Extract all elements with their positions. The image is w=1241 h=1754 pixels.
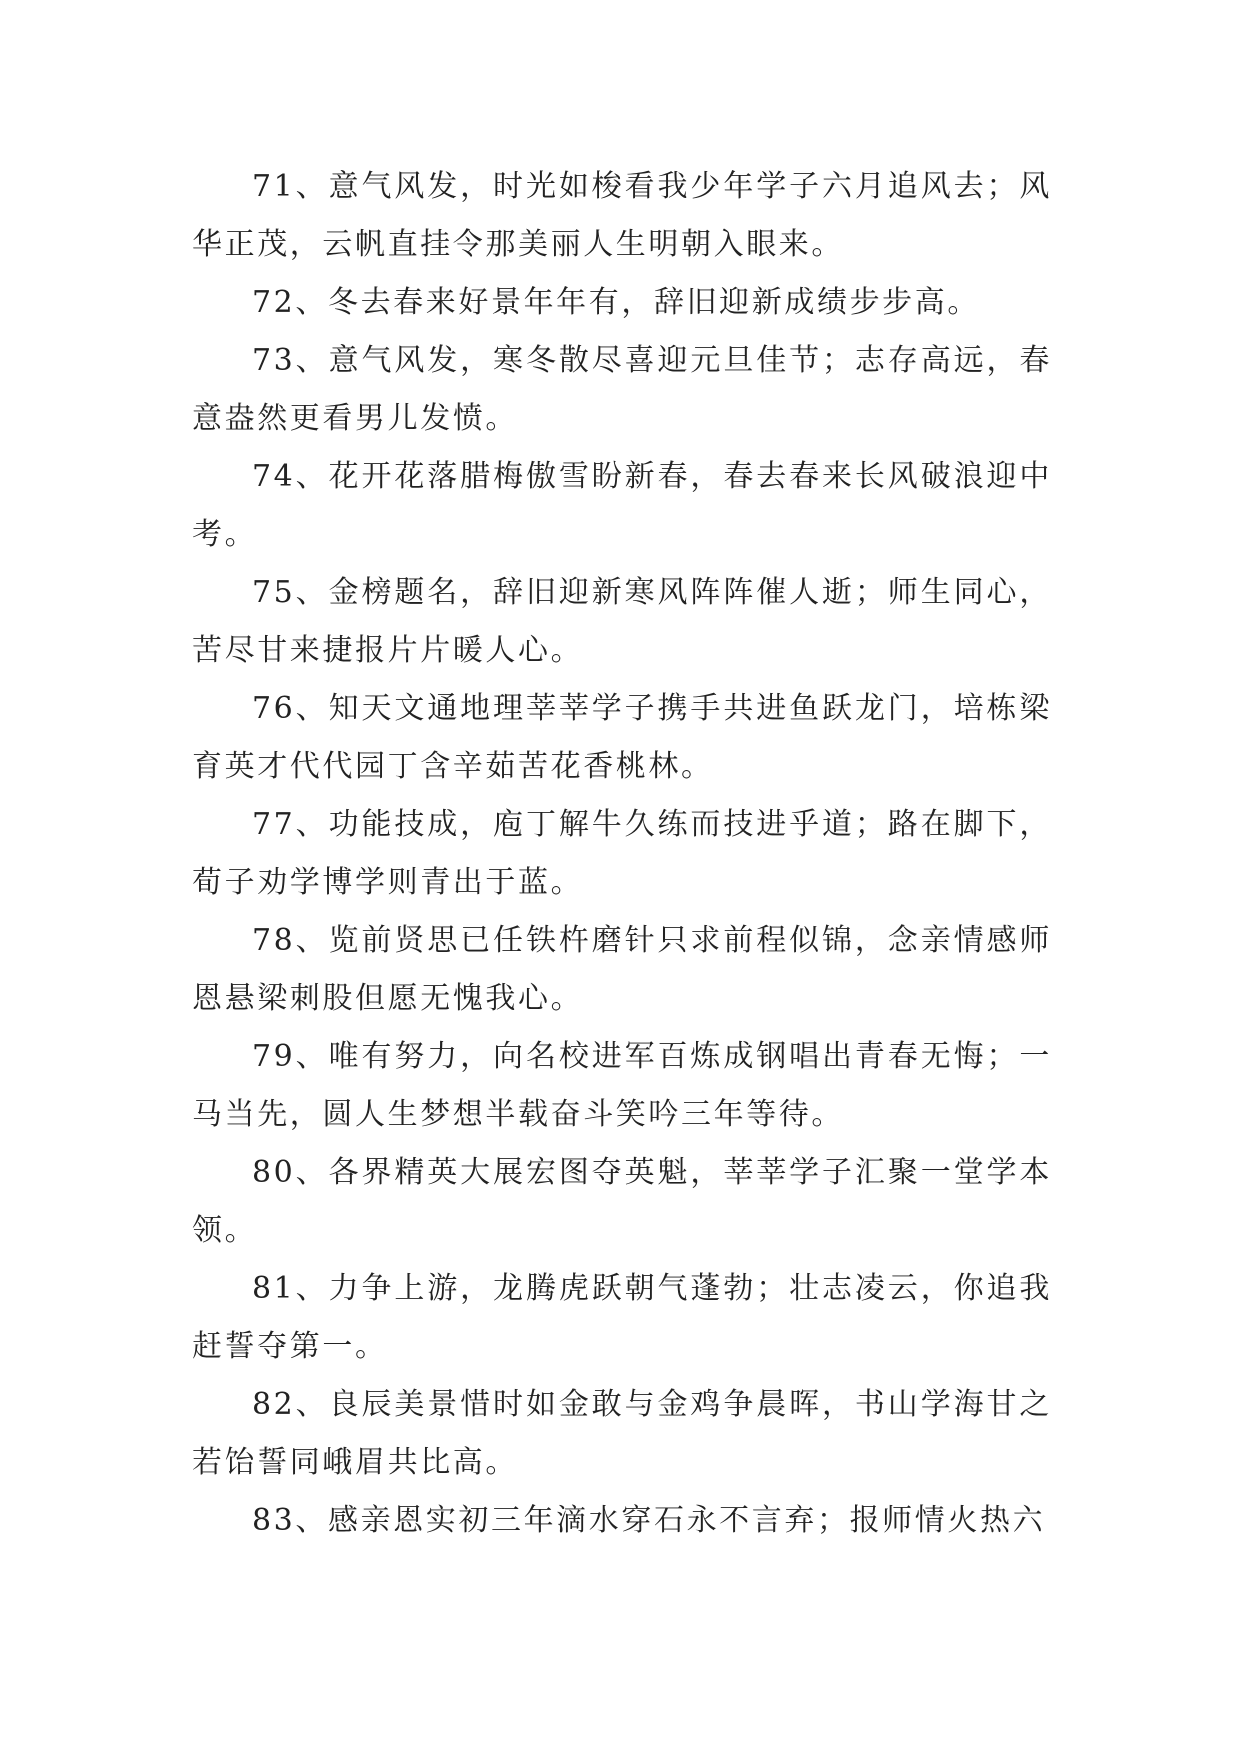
- paragraph-71: 71、意气风发，时光如梭看我少年学子六月追风去；风华正茂，云帆直挂令那美丽人生明朝入眼来。: [192, 169, 1052, 262]
- paragraph-82: 82、良辰美景惜时如金敢与金鸡争晨晖，书山学海甘之若饴誓同峨眉共比高。: [192, 1387, 1052, 1480]
- paragraph-76: 76、知天文通地理莘莘学子携手共进鱼跃龙门，培栋梁育英才代代园丁含辛茹苦花香桃林。: [192, 691, 1052, 784]
- paragraph-81: 81、力争上游，龙腾虎跃朝气蓬勃；壮志凌云，你追我赶誓夺第一。: [192, 1271, 1052, 1364]
- paragraph-72: 72、冬去春来好景年年有，辞旧迎新成绩步步高。: [252, 285, 980, 320]
- paragraph-78: 78、览前贤思已任铁杵磨针只求前程似锦，念亲情感师恩悬梁刺股但愿无愧我心。: [192, 923, 1052, 1016]
- paragraph-74: 74、花开花落腊梅傲雪盼新春，春去春来长风破浪迎中考。: [192, 459, 1052, 552]
- paragraph-80: 80、各界精英大展宏图夺英魁，莘莘学子汇聚一堂学本领。: [192, 1155, 1052, 1248]
- paragraph-77: 77、功能技成，庖丁解牛久练而技进乎道；路在脚下，荀子劝学博学则青出于蓝。: [192, 807, 1052, 900]
- paragraph-83: 83、感亲恩实初三年滴水穿石永不言弃；报师情火热六: [252, 1503, 1046, 1538]
- document-body: [192, 158, 1052, 1550]
- paragraph-79: 79、唯有努力，向名校进军百炼成钢唱出青春无悔；一马当先，圆人生梦想半载奋斗笑吟三年等待。: [192, 1039, 1052, 1132]
- paragraph-73: 73、意气风发，寒冬散尽喜迎元旦佳节；志存高远，春意盎然更看男儿发愤。: [192, 343, 1052, 436]
- paragraph-75: 75、金榜题名，辞旧迎新寒风阵阵催人逝；师生同心，苦尽甘来捷报片片暖人心。: [192, 575, 1052, 668]
